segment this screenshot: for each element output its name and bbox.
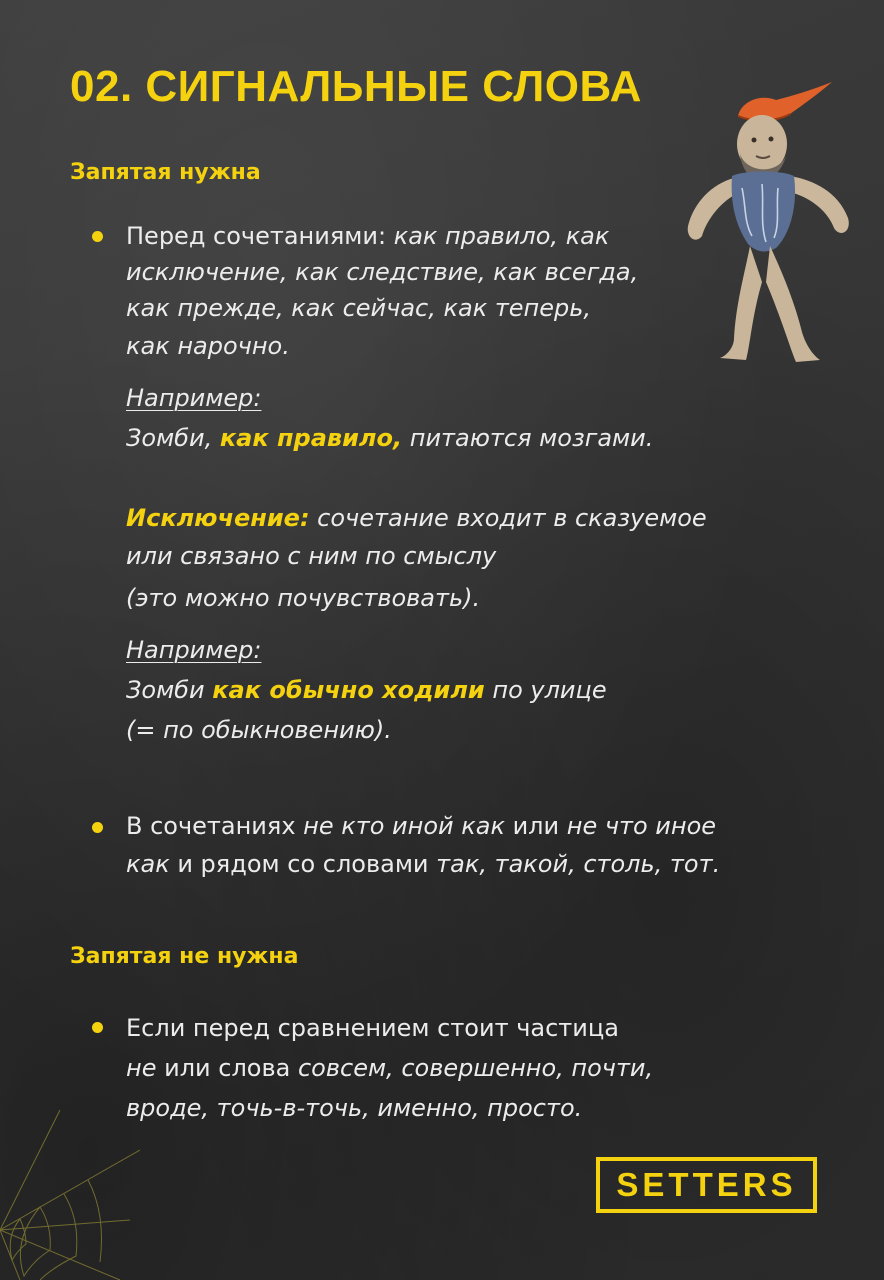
bullet1-line4: как нарочно.: [126, 332, 290, 360]
text-span: и рядом со словами: [169, 850, 437, 878]
text-span: или: [504, 812, 567, 840]
highlight-span: как правило,: [219, 424, 403, 452]
bullet1-line2: исключение, как следствие, как всегда,: [126, 258, 639, 286]
bullet2-line2: [126, 846, 720, 883]
highlight-span: как обычно ходили: [212, 676, 485, 704]
text-span: Перед сочетаниями:: [126, 222, 394, 250]
text-span: Например:: [126, 384, 262, 412]
section-heading-comma-not-needed: Запятая не нужна: [70, 944, 299, 969]
section-heading-comma-needed: Запятая нужна: [70, 160, 261, 185]
example2-label: [126, 632, 261, 669]
text-span: как: [126, 850, 170, 878]
bullet2-line1: [126, 808, 716, 845]
text-span: В сочетаниях: [126, 812, 304, 840]
example1-label: [126, 380, 261, 417]
text-span: по улице: [484, 676, 607, 704]
text-span: совсем, совершенно, почти,: [297, 1054, 654, 1082]
bullet-dot: [92, 822, 103, 833]
exception-line2: или связано с ним по смыслу: [126, 542, 497, 570]
text-span: Зомби: [126, 676, 213, 704]
page-title: 02. СИГНАЛЬНЫЕ СЛОВА: [70, 62, 642, 111]
spider-web-icon: [0, 1110, 140, 1280]
example2-line1: [126, 672, 607, 709]
text-span: как правило, как: [393, 222, 610, 250]
text-span: сочетание входит в сказуемое: [309, 504, 707, 532]
bullet1-line1: [126, 218, 609, 255]
section2-bullet-line1: Если перед сравнением стоит частица: [126, 1014, 619, 1042]
text-span: не что иное: [566, 812, 717, 840]
highlight-span: Исключение:: [126, 504, 310, 532]
bullet-dot: [92, 231, 103, 242]
section2-bullet-line2: [126, 1050, 653, 1087]
exception-line1: [126, 500, 707, 537]
text-span: питаются мозгами.: [402, 424, 654, 452]
section2-bullet-line3: вроде, точь-в-точь, именно, просто.: [126, 1094, 583, 1122]
text-span: или слова: [156, 1054, 298, 1082]
medieval-figure-illustration: [672, 76, 864, 376]
example1-line: [126, 420, 653, 457]
text-span: не кто иной как: [303, 812, 505, 840]
text-span: не: [126, 1054, 157, 1082]
bullet-dot: [92, 1022, 103, 1033]
exception-line3: (это можно почувствовать).: [126, 584, 481, 612]
text-span: так, такой, столь, тот.: [436, 850, 721, 878]
example2-line2: (= по обыкновению).: [126, 716, 392, 744]
logo-text: SETTERS: [616, 1166, 797, 1203]
bullet1-line3: как прежде, как сейчас, как теперь,: [126, 294, 592, 322]
setters-logo: [596, 1157, 817, 1213]
text-span: Зомби,: [126, 424, 220, 452]
text-span: Например:: [126, 636, 262, 664]
